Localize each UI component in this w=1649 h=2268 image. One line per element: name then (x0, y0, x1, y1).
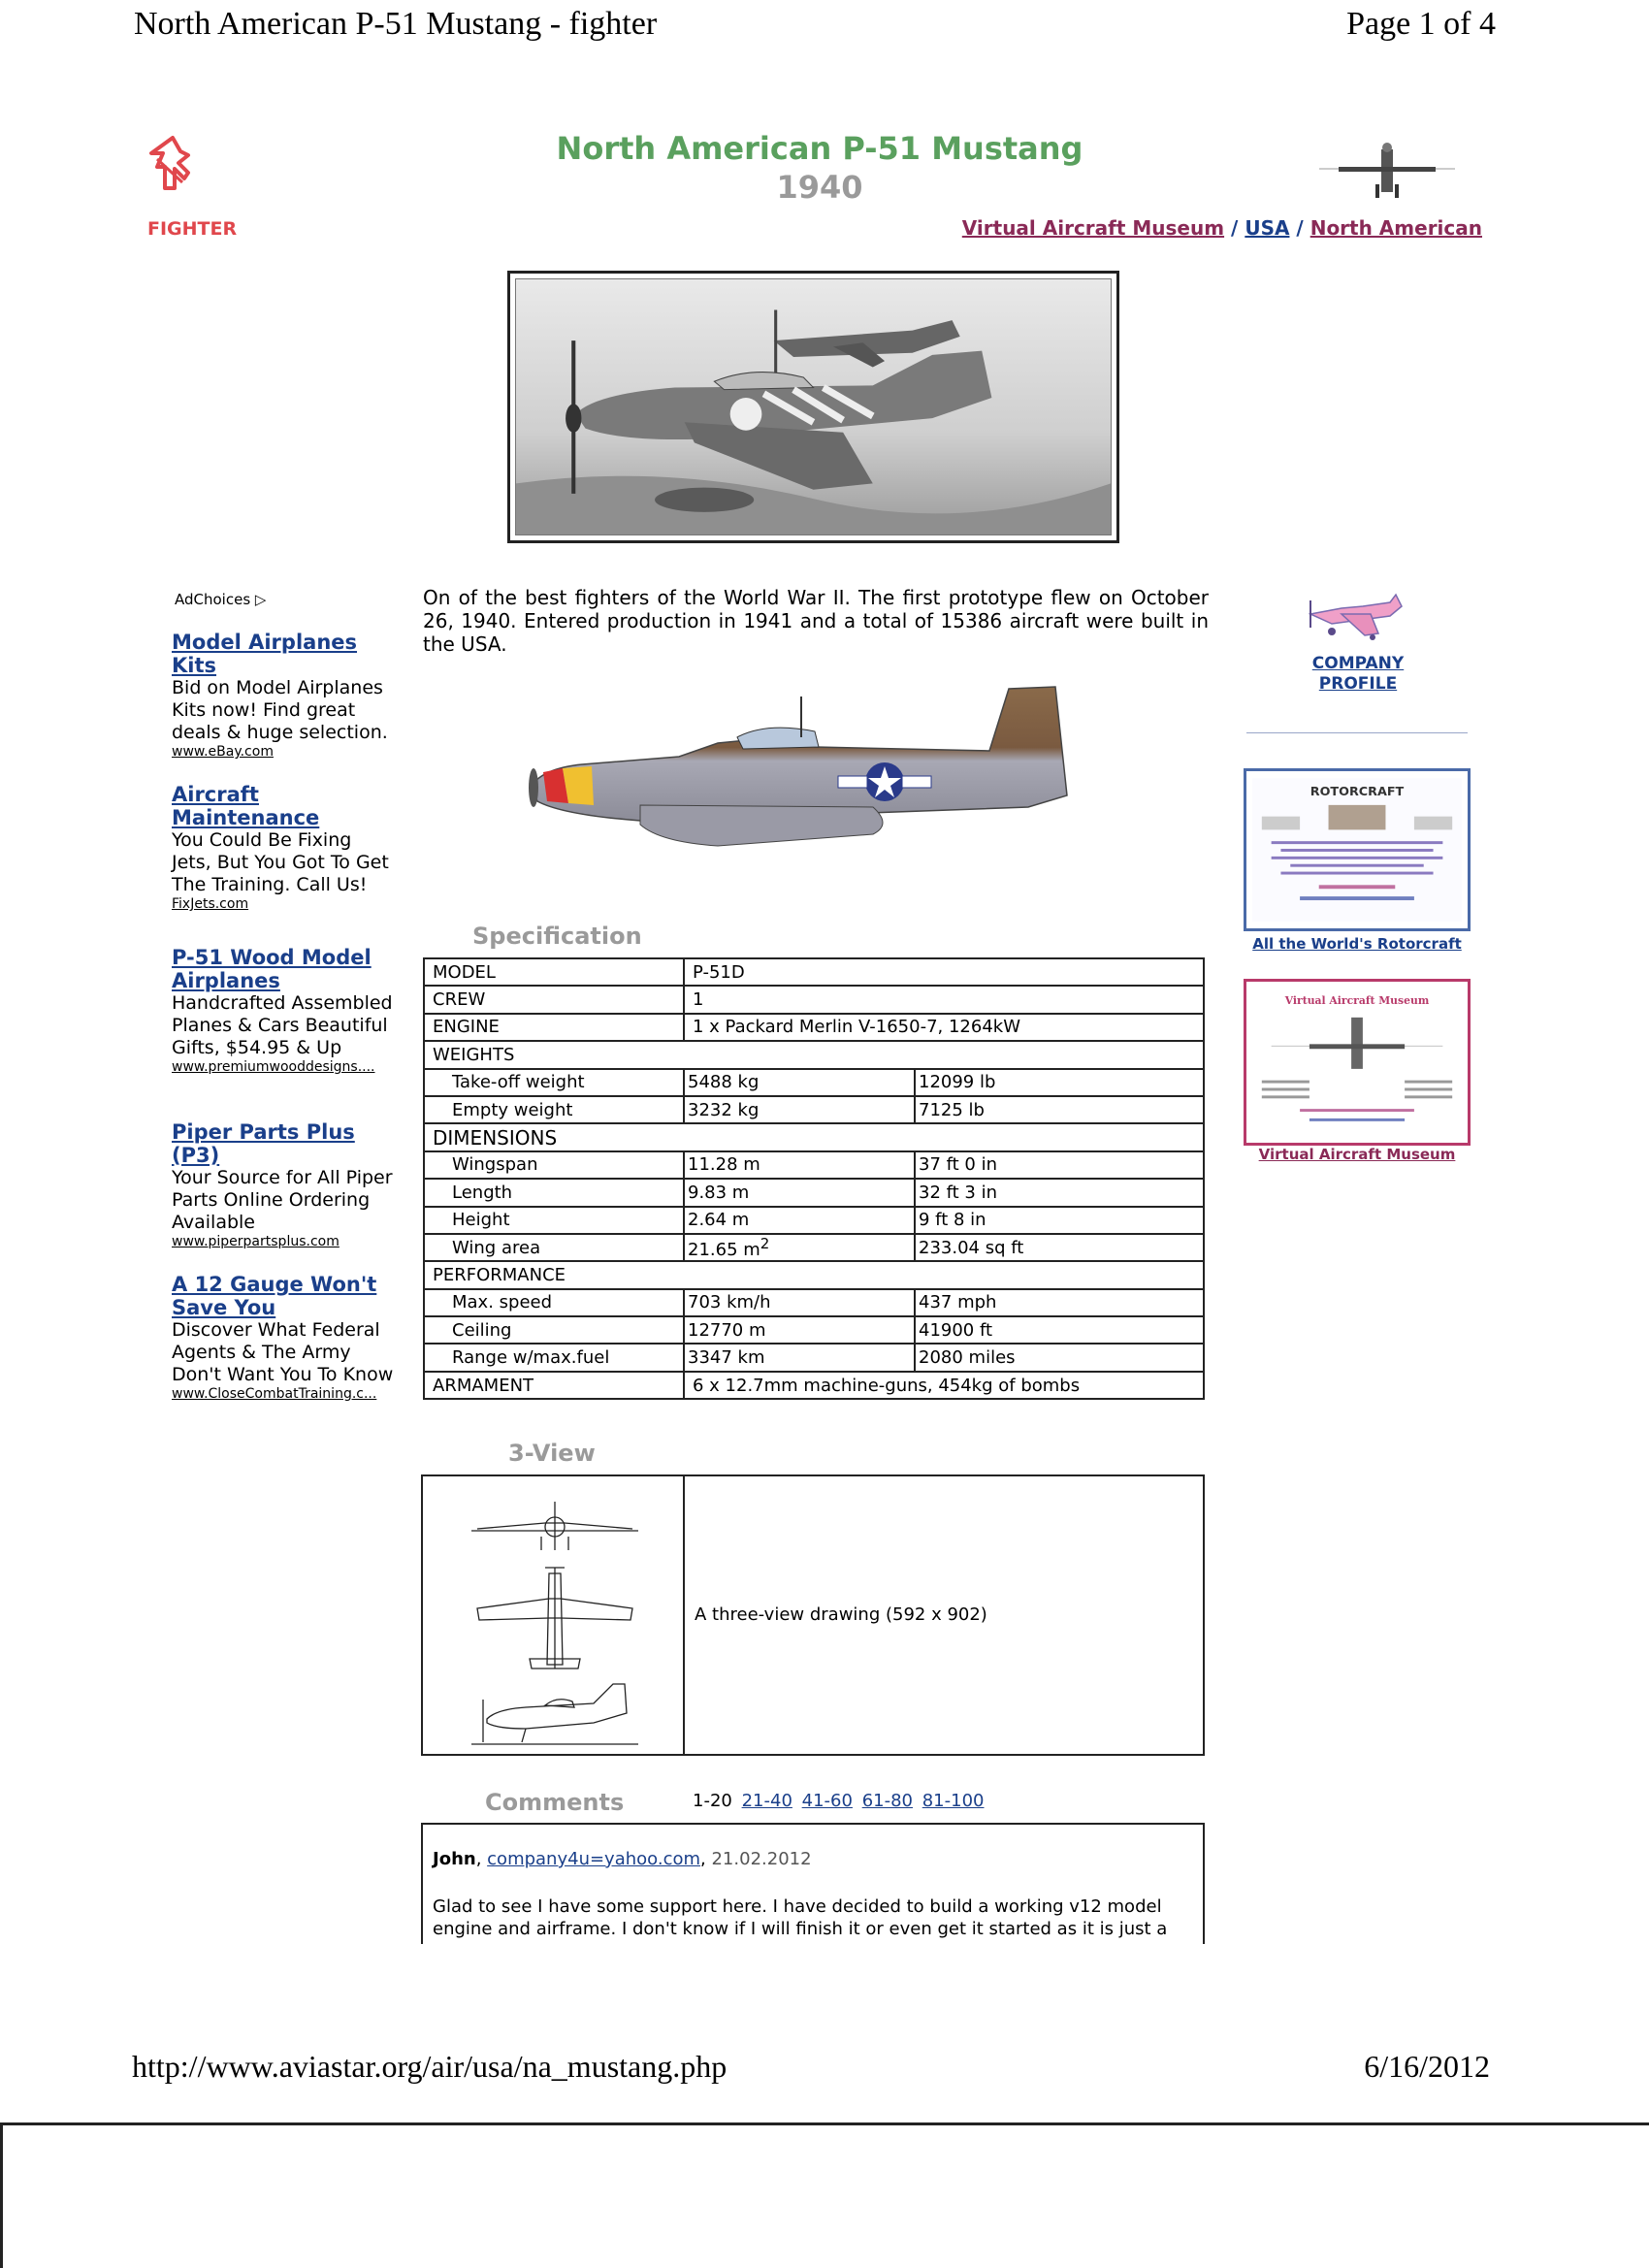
spec-label: Wingspan (424, 1151, 684, 1179)
comment-date: 21.02.2012 (711, 1849, 812, 1869)
table-row (424, 1096, 1204, 1123)
comment-author-name: John (433, 1849, 476, 1869)
company-profile-plane-icon[interactable] (1303, 585, 1409, 643)
adchoices-label[interactable]: AdChoices ▷ (175, 591, 267, 608)
spec-imperial: 37 ft 0 in (915, 1151, 1204, 1179)
table-row (424, 986, 1204, 1013)
comment-text: Glad to see I have some support here. I have decided to build a working v12 model engine and airframe. I don't know if I will finish it or even get it started as it is just a (433, 1896, 1168, 1939)
rotorcraft-thumbnail-image (1252, 777, 1462, 923)
three-view-divider (683, 1476, 685, 1754)
table-row (424, 1179, 1204, 1206)
breadcrumb-museum-link[interactable]: Virtual Aircraft Museum (961, 216, 1225, 240)
spec-value: 6 x 12.7mm machine-guns, 454kg of bombs (684, 1372, 1204, 1399)
spec-label: Range w/max.fuel (424, 1344, 684, 1371)
museum-link[interactable]: Virtual Aircraft Museum (1258, 1146, 1456, 1163)
company-profile-link[interactable]: COMPANY PROFILE (1311, 654, 1405, 694)
ad-title-link[interactable]: Piper Parts Plus (P3) (172, 1120, 355, 1167)
ad-block (172, 631, 395, 761)
museum-thumbnail-image (1252, 988, 1462, 1137)
ad-body: You Could Be Fixing Jets, But You Got To Get The Training. Call Us! (172, 829, 389, 895)
spec-imperial: 437 mph (915, 1289, 1204, 1316)
sidebar-divider (1246, 732, 1468, 733)
comment-card (421, 1823, 1205, 1944)
hero-photo-frame (507, 271, 1119, 543)
aircraft-side-profile-image (524, 679, 1106, 883)
ad-url-link[interactable]: FixJets.com (172, 896, 249, 912)
spec-metric: 12770 m (684, 1316, 915, 1344)
specification-table (423, 957, 1205, 1400)
spec-section-label: DIMENSIONS (424, 1123, 1204, 1150)
spec-label: Height (424, 1207, 684, 1234)
ad-title-link[interactable]: A 12 Gauge Won't Save You (172, 1273, 377, 1319)
spec-metric: 21.65 $m^2$ (684, 1234, 915, 1261)
ad-block (172, 946, 395, 1076)
ad-body: Discover What Federal Agents & The Army Don't Want You To Know (172, 1319, 394, 1385)
spec-section-label: PERFORMANCE (424, 1261, 1204, 1288)
table-row (424, 1207, 1204, 1234)
spec-imperial: 12099 lb (915, 1069, 1204, 1096)
comment-meta: John, company4u=yahoo.com, 21.02.2012 (433, 1849, 812, 1869)
rotorcraft-link[interactable]: All the World's Rotorcraft (1252, 935, 1462, 953)
table-row (424, 1151, 1204, 1179)
spec-metric: 703 km/h (684, 1289, 915, 1316)
spec-label: Ceiling (424, 1316, 684, 1344)
adchoices-icon: ▷ (254, 591, 267, 608)
spec-value: P-51D (684, 958, 1204, 986)
ad-title-link[interactable]: Model Airplanes Kits (172, 631, 358, 677)
breadcrumb-separator: / (1296, 216, 1304, 240)
ad-block (172, 783, 395, 913)
spec-metric: 11.28 m (684, 1151, 915, 1179)
ad-body: Handcrafted Assembled Planes & Cars Beautiful Gifts, $54.95 & Up (172, 992, 393, 1058)
spec-imperial: 2080 miles (915, 1344, 1204, 1371)
comments-heading: Comments (485, 1789, 625, 1816)
spec-label: ARMAMENT (424, 1372, 684, 1399)
spec-metric: 3347 km (684, 1344, 915, 1371)
scan-edge-vertical (0, 2122, 3, 2268)
spec-imperial: 32 ft 3 in (915, 1179, 1204, 1206)
ad-url-link[interactable]: www.premiumwooddesigns.... (172, 1059, 375, 1075)
spec-label: CREW (424, 986, 684, 1013)
intro-text: On of the best fighters of the World War II. The first prototype flew on October 26, 1940. Entered production in 1941 and a total of 15386 aircraft were built in the USA. (423, 586, 1209, 656)
spec-imperial: 41900 ft (915, 1316, 1204, 1344)
ad-url-link[interactable]: www.eBay.com (172, 744, 274, 760)
comments-pager (693, 1791, 985, 1811)
aircraft-front-view-image (1310, 136, 1465, 204)
hero-photo (515, 278, 1112, 535)
spec-metric: 2.64 m (684, 1207, 915, 1234)
specification-heading: Specification (472, 923, 642, 950)
spec-metric: 5488 kg (684, 1069, 915, 1096)
spec-value: 1 (684, 986, 1204, 1013)
ad-block (172, 1120, 395, 1250)
spec-label: Length (424, 1179, 684, 1206)
rotorcraft-thumbnail[interactable] (1244, 768, 1471, 931)
pager-link[interactable]: 41-60 (801, 1791, 853, 1811)
ad-url-link[interactable]: www.CloseCombatTraining.c... (172, 1386, 377, 1402)
spec-label: Take-off weight (424, 1069, 684, 1096)
scan-edge-line (0, 2122, 1649, 2125)
fighter-category-icon[interactable] (144, 134, 202, 194)
pager-link[interactable]: 61-80 (861, 1791, 913, 1811)
spec-section-label: WEIGHTS (424, 1041, 1204, 1068)
spec-label: ENGINE (424, 1014, 684, 1041)
table-row (424, 1123, 1204, 1150)
breadcrumb-manufacturer-link[interactable]: North American (1310, 216, 1482, 240)
ad-title-link[interactable]: P-51 Wood Model Airplanes (172, 946, 372, 992)
table-row (424, 1261, 1204, 1288)
table-row (424, 1344, 1204, 1371)
pager-current: 1-20 (693, 1791, 732, 1811)
breadcrumb-country-link[interactable]: USA (1245, 216, 1290, 240)
table-row (424, 1234, 1204, 1261)
print-footer-date: 6/16/2012 (1364, 2049, 1490, 2084)
table-row (424, 1289, 1204, 1316)
three-view-caption[interactable]: A three-view drawing (592 x 902) (695, 1604, 987, 1625)
spec-value: 1 x Packard Merlin V-1650-7, 1264kW (684, 1014, 1204, 1041)
spec-label: Wing area (424, 1234, 684, 1261)
three-view-heading: 3-View (508, 1440, 596, 1467)
table-row (424, 1316, 1204, 1344)
spec-imperial: 9 ft 8 in (915, 1207, 1204, 1234)
breadcrumb-separator: / (1231, 216, 1239, 240)
spec-metric: 9.83 m (684, 1179, 915, 1206)
spec-label: Max. speed (424, 1289, 684, 1316)
ad-title-link[interactable]: Aircraft Maintenance (172, 783, 320, 829)
museum-thumbnail[interactable] (1244, 979, 1471, 1146)
rotorcraft-thumb-title: ROTORCRAFT (1310, 785, 1405, 800)
ad-body: Your Source for All Piper Parts Online Ordering Available (172, 1167, 393, 1233)
print-header-title: North American P-51 Mustang - fighter (134, 6, 658, 42)
page-year: 1940 (776, 169, 863, 206)
table-row (424, 1069, 1204, 1096)
comment-author-email[interactable]: company4u=yahoo.com (487, 1849, 701, 1869)
print-footer-url: http://www.aviastar.org/air/usa/na_mustang.php (132, 2049, 728, 2084)
pager-link[interactable]: 21-40 (741, 1791, 792, 1811)
table-row (424, 1041, 1204, 1068)
three-view-box (421, 1474, 1205, 1756)
three-view-drawing[interactable] (468, 1494, 642, 1748)
print-page-number: Page 1 of 4 (1346, 6, 1496, 42)
table-row (424, 1372, 1204, 1399)
table-row (424, 958, 1204, 986)
spec-imperial: 7125 lb (915, 1096, 1204, 1123)
ad-body: Bid on Model Airplanes Kits now! Find great deals & huge selection. (172, 677, 388, 743)
breadcrumb (962, 216, 1482, 240)
spec-label: MODEL (424, 958, 684, 986)
ad-block (172, 1273, 395, 1403)
spec-label: Empty weight (424, 1096, 684, 1123)
spec-imperial: 233.04 sq ft (915, 1234, 1204, 1261)
pager-link[interactable]: 81-100 (922, 1791, 985, 1811)
table-row (424, 1014, 1204, 1041)
page-title: North American P-51 Mustang (556, 130, 1083, 167)
museum-thumb-title: Virtual Aircraft Museum (1284, 994, 1430, 1008)
ad-url-link[interactable]: www.piperpartsplus.com (172, 1234, 340, 1249)
category-label[interactable]: FIGHTER (147, 218, 238, 240)
spec-metric: 3232 kg (684, 1096, 915, 1123)
